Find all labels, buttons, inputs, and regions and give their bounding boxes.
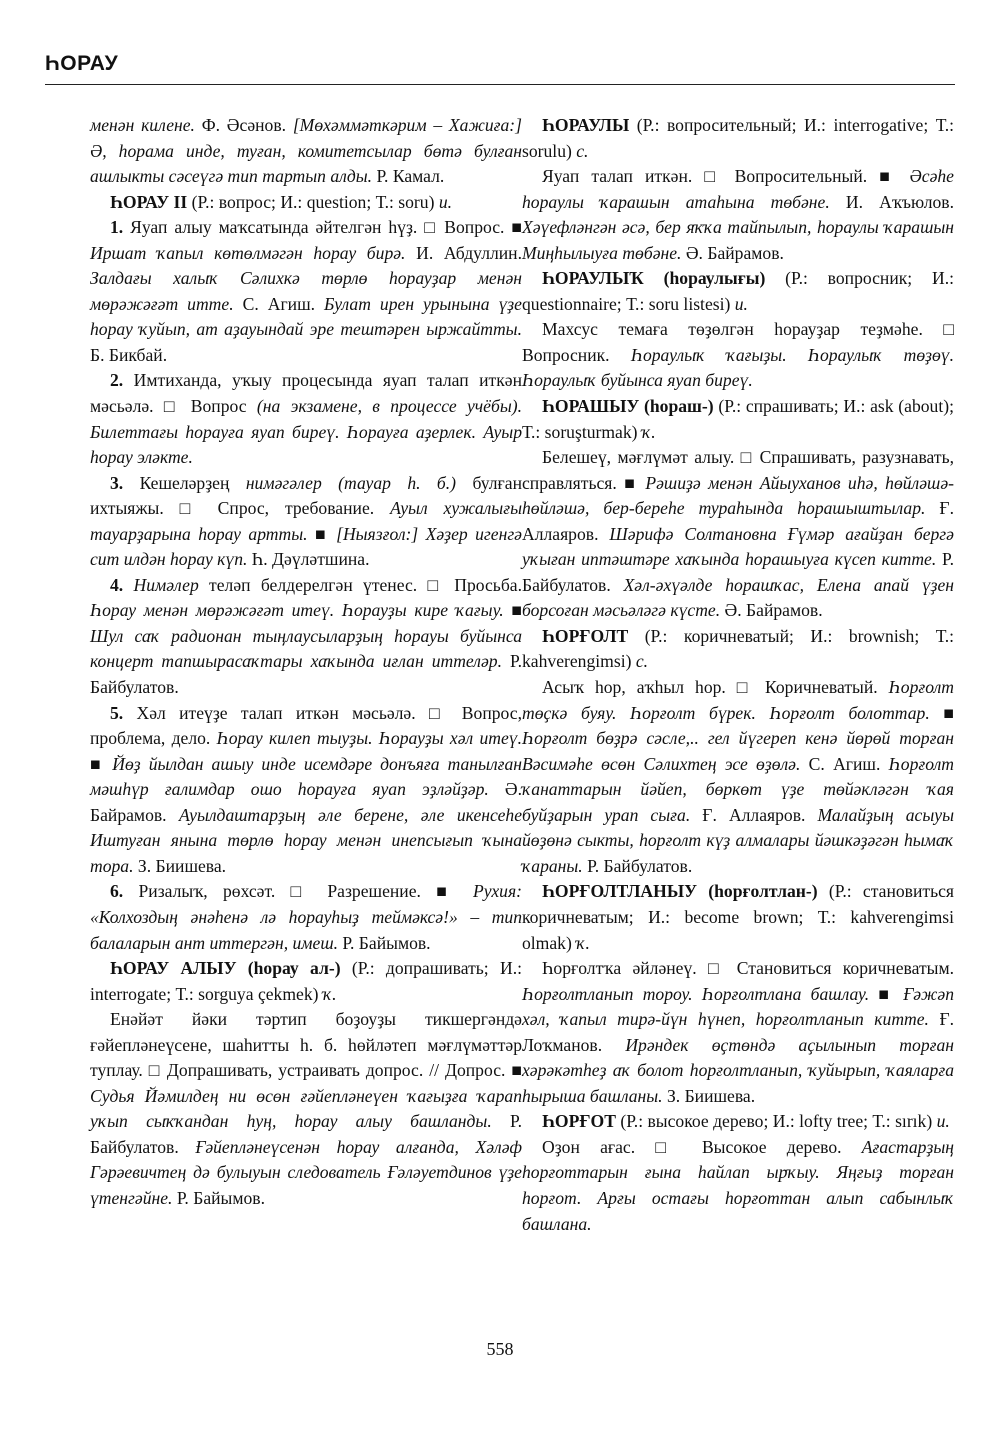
entry-headword-line — [90, 190, 522, 216]
sense-paragraph — [90, 215, 522, 368]
text-run: Ғ. Аллаяров. — [690, 804, 818, 825]
example-text: Хәүефләнгән әсә, бер яҡҡа тайпылып, һораулы ҡарашын Миңһылыуға төбәне. — [522, 217, 954, 263]
example-text: Ағастарҙың һорғоттарын ғына һайлап ырҡыу. Яңғыҙ торған һорғот. Арғы остағы һорғоттан алып сабынлыҡ башлана. — [522, 1136, 954, 1234]
headword: 2. — [110, 370, 124, 391]
entry-headword-line — [522, 113, 954, 164]
example-text: Иршат ҡапыл көтөлмәгән һорау бирә. — [90, 242, 406, 263]
headword: ҺОРҒОЛТ — [542, 625, 629, 646]
example-text: [Ныязғол:] Хәҙер игенгә сит илдән һорау күп. — [90, 523, 522, 570]
example-text: Һорғолтланып тороу. Һорғолтлана башлау. — [522, 983, 870, 1004]
headword: ҺОРҒОТ — [542, 1111, 616, 1132]
example-text: Йөҙ йылдан ашыу инде исемдәре донъяға танылған мәшһүр ғалимдар ошо һорауға яуап эҙләйҙәр. — [90, 753, 523, 800]
definition-paragraph — [522, 956, 954, 1109]
text-run: З. Биишева. — [133, 855, 227, 876]
example-text: Малайҙың асыуы йөҙөнә сыкты, һорғолт күҙ алмалары йәшкәҙәгән һымаҡ ҡараны. — [522, 804, 955, 876]
text-run: Б. Бикбай. — [90, 344, 168, 365]
text-run: (Р.: коричневатый; И.: brownish; Т.: kahverengimsi) — [522, 625, 954, 672]
text-run: З. Биишева. — [662, 1085, 756, 1106]
example-text: Һорғолт төҫкә буяу. Һорғолт бүрек. Һорғолт болоттар. — [522, 677, 954, 723]
headword: ҺОРАУЛЫҠ (һораулығы) — [542, 268, 766, 289]
headword: ҺОРҒОЛТЛАНЫУ (һорғолтлан-) — [542, 881, 818, 902]
text-run: Яуап алыу маҡсатында әйтелгән һүҙ. □ Вопрос. ■ — [123, 217, 522, 238]
example-text: ҡ. — [576, 932, 590, 953]
text-run: (Р.: спрашивать; И.: ask (about); Т.: soruşturmak) — [522, 396, 954, 442]
page-number: 558 — [486, 1339, 514, 1359]
example-text: Һорау килеп тыуҙы. Һорауҙы хәл итеү. — [216, 728, 522, 749]
definition-paragraph — [522, 1135, 954, 1237]
definition-paragraph — [522, 164, 954, 266]
example-text: Һорғолт бөҙрә сәсле,.. гел йүгереп кенә йөрөй торған Вәсимәһе өсөн Сәлихтең эсе өҙөлә. — [522, 728, 954, 774]
entry-headword-line — [522, 879, 954, 956]
sense-paragraph — [90, 573, 522, 701]
text-run: Кешеләрҙең — [123, 472, 246, 493]
right-column — [522, 113, 954, 1237]
text-run: Ә. Байрамов. — [90, 779, 522, 825]
example-text: Хәл-әхүәлде һорашҡас, Елена апай үҙен борсоған мәсьәләгә күсте. — [522, 574, 955, 621]
header-rule — [45, 84, 955, 85]
example-text: Нимәлер — [133, 574, 199, 595]
example-text: [Мөхәммәткәрим – Хажиға:] Ә, һорама инде, туған, комитетсылар бөтә булған ашлыкты сәсеүгә тип тартып алды. — [90, 115, 522, 187]
example-text: и. — [438, 191, 453, 212]
text-run: Ф. Әсәнов. — [194, 115, 293, 135]
entry-headword-line — [90, 956, 522, 1007]
text-run: Һ. Дәүләтшина. — [247, 549, 370, 570]
text-run: Ә. Байрамов. — [720, 600, 823, 621]
text-run: Яуап талап иткән. □ Вопросительный. ■ — [542, 166, 910, 187]
text-run: (Р.: вопросительный; И.: interrogative; Т.: sorulu) — [522, 115, 954, 161]
text-run: (Р.: вопросник; И.: questionnaire; Т.: soru listesi) — [522, 268, 954, 314]
text-run: (Р.: допрашивать; И.: interrogate; Т.: sorguya çekmek) — [90, 958, 522, 1004]
entry-headword-line — [522, 394, 954, 445]
sense-paragraph — [90, 471, 522, 573]
headword: ҺОРАШЫУ (һораш-) — [542, 396, 714, 417]
example-text: Әсәһе һораулы ҡарашын атаһына төбәне. — [522, 166, 954, 212]
headword: 1. — [110, 217, 124, 238]
example-text: Булат ирен урынына үҙе һорау ҡуйып, ат аҙауындай эре тештәрен ыржайтты. — [90, 293, 522, 340]
example-text: Ғәйепләнеүсенән һорау алғанда, Хәләф Гәрәевичтең дә булыуын следователь Ғәләуетдинов үҙе үтенгәйне. — [90, 1136, 522, 1208]
example-text: Залдағы халыҡ Сәлихкә төрлө һорауҙар менән мөрәжәғәт итте. — [90, 268, 522, 314]
definition-paragraph — [522, 445, 954, 624]
paragraph — [90, 113, 522, 190]
text-run: ■ — [929, 702, 954, 723]
text-run: Р. Камал. — [372, 166, 445, 187]
text-run: (Р.: вопрос; И.: question; Т.: soru) — [187, 191, 439, 212]
text-run: Ризалыҡ, рөхсәт. □ Разрешение. ■ — [123, 881, 474, 902]
example-text: с. — [576, 140, 589, 161]
text-run: Р. Байбулатов. — [90, 1111, 522, 1157]
example-text: Рәшиҙә менән Айыуханов иһә, һөйләшә-һөйләшә, бер-береһе тураһында һорашыштылар. — [522, 472, 954, 519]
example-text: Ауыл хужалығы тауарҙарына һорау артты. — [90, 498, 522, 544]
text-run: Р. Байбулатов. — [522, 549, 954, 595]
sense-paragraph — [90, 701, 522, 880]
text-run: Һорғолтҡа әйләнеү. □ Становиться коричневатым. — [542, 958, 954, 979]
example-text: и. — [936, 1111, 950, 1132]
example-text: Ғәжәп хәл, ҡапыл тирә-йүн һүнеп, һорғолтланып китте. — [522, 983, 954, 1030]
text-run: Р. Байбулатов. — [582, 855, 693, 876]
text-run: Ә. Байрамов. — [681, 242, 784, 263]
headword: 3. — [110, 472, 124, 493]
text-run: С. Агиш. — [233, 293, 325, 314]
text-run: Р. Байбулатов. — [90, 651, 522, 698]
text-run — [123, 575, 133, 595]
text-run: Хәл итеүҙе талап иткән мәсьәлә. □ Вопрос, проблема, дело. — [90, 702, 522, 749]
running-head: ҺОРАУ — [45, 52, 119, 75]
example-text: (на экзамене, в процессе учёбы). Билеттағы һорауға яуап биреү. Һорауға аҙерлек. Ауыр һорау эләкте. — [90, 396, 522, 468]
page-header — [45, 52, 955, 76]
text-run: И. Абдуллин. — [405, 242, 522, 263]
example-text: ҡ. — [322, 983, 337, 1004]
example-text: Һорғолт ҡанаттарын йәйеп, бөркөт үҙе төйәкләгән ҡая буйҙарын урап сыға. — [522, 753, 954, 825]
definition-paragraph — [522, 317, 954, 394]
text-run: ■ — [503, 600, 522, 621]
text-run: Махсус темаға төҙөлгән һорауҙар теҙмәһе. □ Вопросник. — [522, 319, 954, 365]
headword: 4. — [110, 574, 124, 595]
example-text: Ауылдаштарҙың әле берене, әле икенсеһе Иштуған янына төрлө һорау менән инепсығып ҡына тора. — [90, 804, 522, 876]
example-text: с. — [635, 651, 649, 672]
text-run: ■ — [869, 983, 904, 1004]
left-column — [90, 113, 522, 1212]
text-run: (Р.: высокое дерево; И.: lofty tree; Т.: sırık) — [615, 1111, 937, 1132]
definition-paragraph — [522, 675, 954, 879]
text-run: ■ — [307, 523, 337, 544]
headword: ҺОРАУ АЛЫУ (һорау ал-) — [110, 958, 341, 979]
text-run: Ғ. Лоҡманов. — [522, 1009, 955, 1055]
text-run: И. Аҡъюлов. — [829, 191, 955, 212]
text-run: Асыҡ һор, аҡһыл һор. □ Коричневатый. — [542, 677, 889, 698]
text-run: Белешеү, мәғлүмәт алыу. □ Спрашивать, разузнавать, справляться. ■ — [522, 447, 954, 493]
text-run: Оҙон ағас. □ Высокое дерево. — [542, 1136, 862, 1157]
text-run: ■ — [90, 753, 113, 774]
entry-headword-line — [522, 624, 954, 675]
sense-paragraph — [90, 879, 522, 956]
text-run: Енәйәт йәки тәртип боҙоуҙы тикшергәндә ғәйепләнеүсене, шаһитты һ. б. һөйләтеп мәғлүмәттәр туплау. □ Допрашивать, устраивать допрос. // Допрос. ■ — [90, 1009, 522, 1081]
example-text: Шул саҡ радионан тыңлаусыларҙың һорауы буйынса концерт тапшырасаҡтары хаҡында иғлан иттеләр. — [90, 625, 522, 672]
headword: ҺОРАУЛЫ — [542, 115, 630, 135]
example-text: нимәгәлер (тауар һ. б.) — [245, 472, 457, 493]
example-text: Судья Йәмилдең ни өсөн ғәйепләнеүен ҡағыҙға ҡарап уҡып сыҡҡандан һуң, һорау алыу башланды. — [90, 1085, 522, 1132]
example-text: Рухия: «Колхоздың әнәһенә лә һорауһыҙ теймәксә!» – тип балаларын ант иттергән, имеш. — [90, 881, 522, 953]
headword: 5. — [110, 702, 124, 723]
example-text: менән килене. — [90, 115, 195, 135]
definition-paragraph — [90, 1007, 522, 1211]
text-run: теләп белдерелгән үтенес. □ Просьба. — [198, 574, 522, 595]
example-text: Һораулыҡ ҡағыҙы. Һораулыҡ төҙөү. Һораулыҡ буйынса яуап биреү. — [522, 344, 954, 391]
entry-headword-line — [522, 1109, 954, 1135]
text-run: Ғ. Аллаяров. — [522, 498, 954, 544]
headword: 6. — [110, 881, 124, 902]
headword: ҺОРАУ II — [110, 191, 188, 212]
sense-paragraph — [90, 368, 522, 470]
text-run: (Р.: становиться коричневатым; И.: become brown; Т.: kahverengimsi olmak) — [522, 881, 954, 953]
text-run: Р. Байымов. — [338, 932, 431, 953]
text-run: С. Агиш. — [800, 753, 889, 774]
text-run: булған ихтыяжы. □ Спрос, требование. — [90, 472, 522, 519]
example-text: Ирәндек өҫтөндә аҫылынып торған хәрәкәтһеҙ аҡ болот һорғолтланып, ҡуйырып, ҡаяларға һырыша башланы. — [522, 1034, 954, 1106]
example-text: Шәрифә Солтановна Ғүмәр ағайҙан бергә уҡыған иптәштәре хаҡында һорашыуға күсеп китте. — [522, 523, 954, 570]
entry-headword-line — [522, 266, 954, 317]
text-run: Р. Байымов. — [172, 1187, 266, 1208]
text-run: Имтиханда, уҡыу процесында яуап талап иткән мәсьәлә. □ Вопрос — [90, 370, 522, 417]
example-text: и. — [734, 293, 748, 314]
example-text: Һорау менән мөрәжәғәт итеү. Һорауҙы кире ҡағыу. — [90, 600, 504, 621]
example-text: ҡ. — [641, 421, 656, 442]
